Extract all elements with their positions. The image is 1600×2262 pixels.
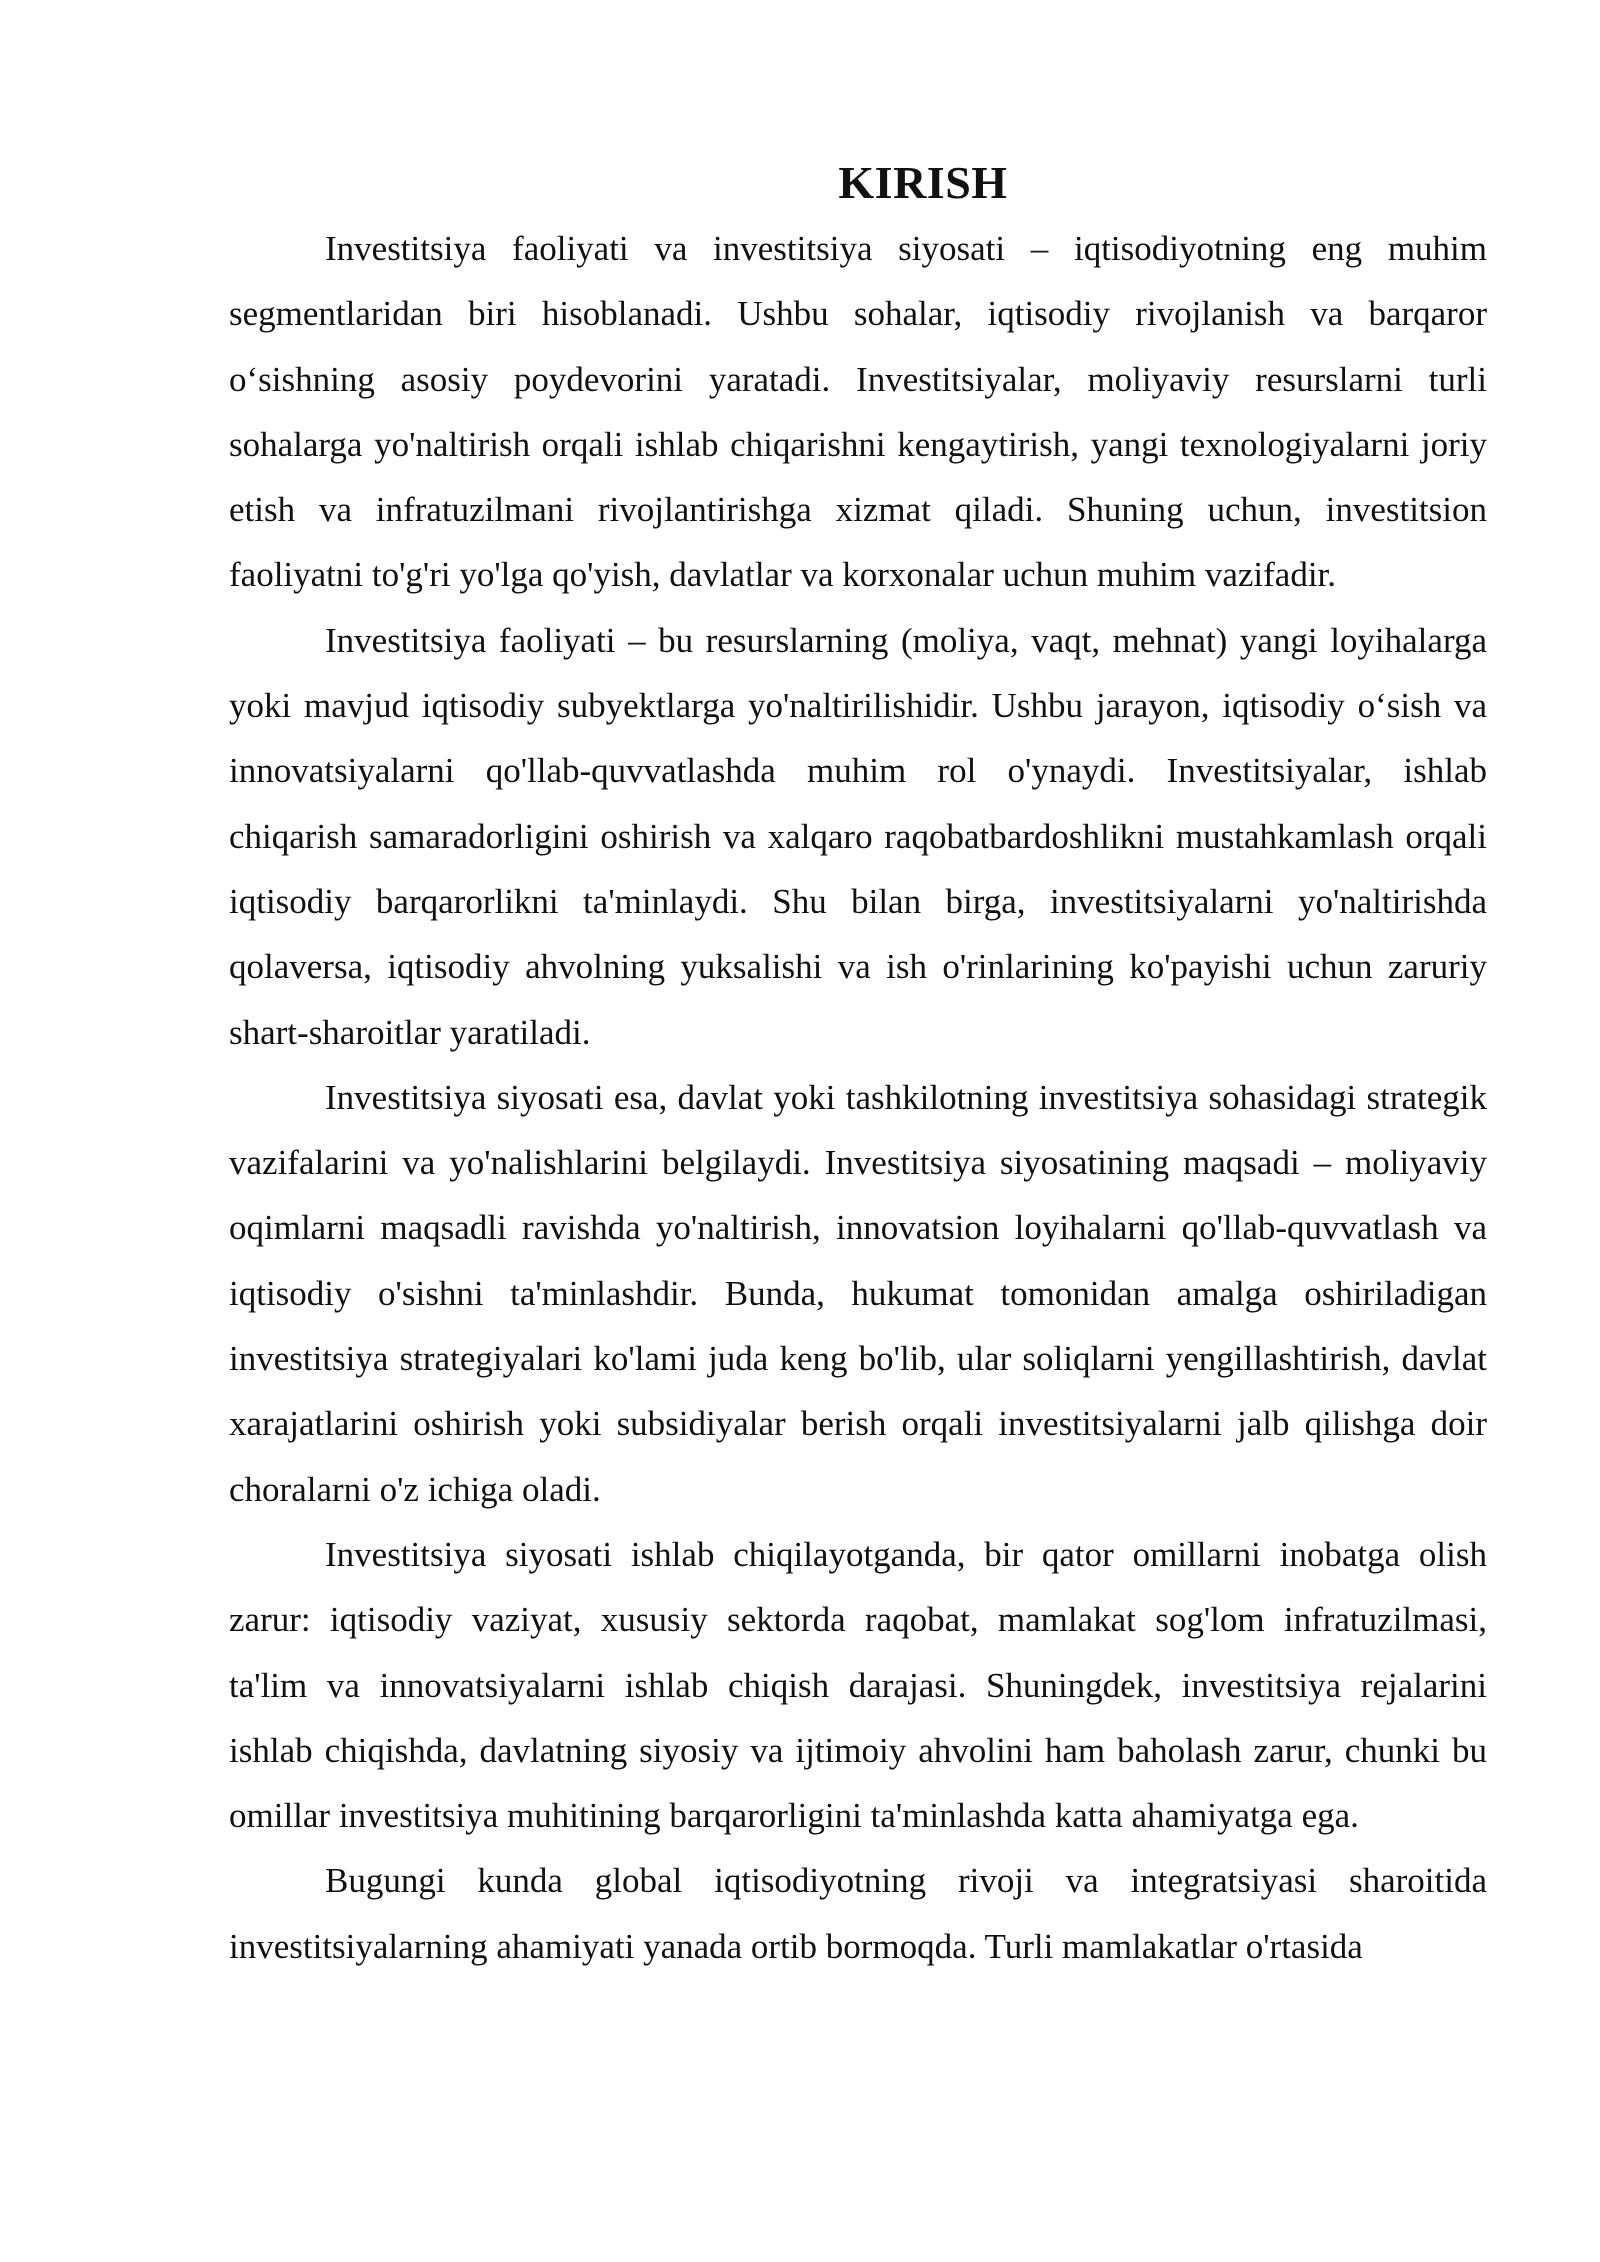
paragraph-5: Bugungi kunda global iqtisodiyotning rivoji va integratsiyasi sharoitida investitsiyalarning ahamiyati yanada ortib bormoqda. Turli mamlakatlar o'rtasida xyxy=(229,1861,1487,1966)
document-body xyxy=(229,150,1487,1979)
paragraph-1: Investitsiya faoliyati va investitsiya siyosati – iqtisodiyotning eng muhim segmentlaridan biri hisoblanadi. Ushbu sohalar, iqtisodiy rivojlanish va barqaror o‘sishning asosiy poydevorini yaratadi. Investitsiyalar, moliyaviy resurslarni turli sohalarga yo'naltirish orqali ishlab chiqarishni kengaytirish, yangi texnologiyalarni joriy etish va infratuzilmani rivojlantirishga xizmat qiladi. Shuning uchun, investitsion faoliyatni to'g'ri yo'lga qo'yish, davlatlar va korxonalar uchun muhim vazifadir. xyxy=(229,229,1487,595)
document-title: KIRISH xyxy=(838,157,1008,208)
paragraph-3: Investitsiya siyosati esa, davlat yoki tashkilotning investitsiya sohasidagi strategik vazifalarini va yo'nalishlarini belgilaydi. Investitsiya siyosatining maqsadi – moliyaviy oqimlarni maqsadli ravishda yo'naltirish, innovatsion loyihalarni qo'llab-quvvatlash va iqtisodiy o'sishni ta'minlashdir. Bunda, hukumat tomonidan amalga oshiriladigan investitsiya strategiyalari ko'lami juda keng bo'lib, ular soliqlarni yengillashtirish, davlat xarajatlarini oshirish yoki subsidiyalar berish orqali investitsiyalarni jalb qilishga doir choralarni o'z ichiga oladi. xyxy=(229,1077,1487,1509)
paragraph-2: Investitsiya faoliyati – bu resurslarning (moliya, vaqt, mehnat) yangi loyihalarga yoki mavjud iqtisodiy subyektlarga yo'naltirilishidir. Ushbu jarayon, iqtisodiy o‘sish va innovatsiyalarni qo'llab-quvvatlashda muhim rol o'ynaydi. Investitsiyalar, ishlab chiqarish samaradorligini oshirish va xalqaro raqobatbardoshlikni mustahkamlash orqali iqtisodiy barqarorlikni ta'minlaydi. Shu bilan birga, investitsiyalarni yo'naltirishda qolaversa, iqtisodiy ahvolning yuksalishi va ish o'rinlarining ko'payishi uchun zaruriy shart-sharoitlar yaratiladi. xyxy=(229,620,1487,1052)
paragraph-4: Investitsiya siyosati ishlab chiqilayotganda, bir qator omillarni inobatga olish zarur: iqtisodiy vaziyat, xususiy sektorda raqobat, mamlakat sog'lom infratuzilmasi, ta'lim va innovatsiyalarni ishlab chiqish darajasi. Shuningdek, investitsiya rejalarini ishlab chiqishda, davlatning siyosiy va ijtimoiy ahvolini ham baholash zarur, chunki bu omillar investitsiya muhitining barqarorligini ta'minlashda katta ahamiyatga ega. xyxy=(229,1534,1487,1836)
